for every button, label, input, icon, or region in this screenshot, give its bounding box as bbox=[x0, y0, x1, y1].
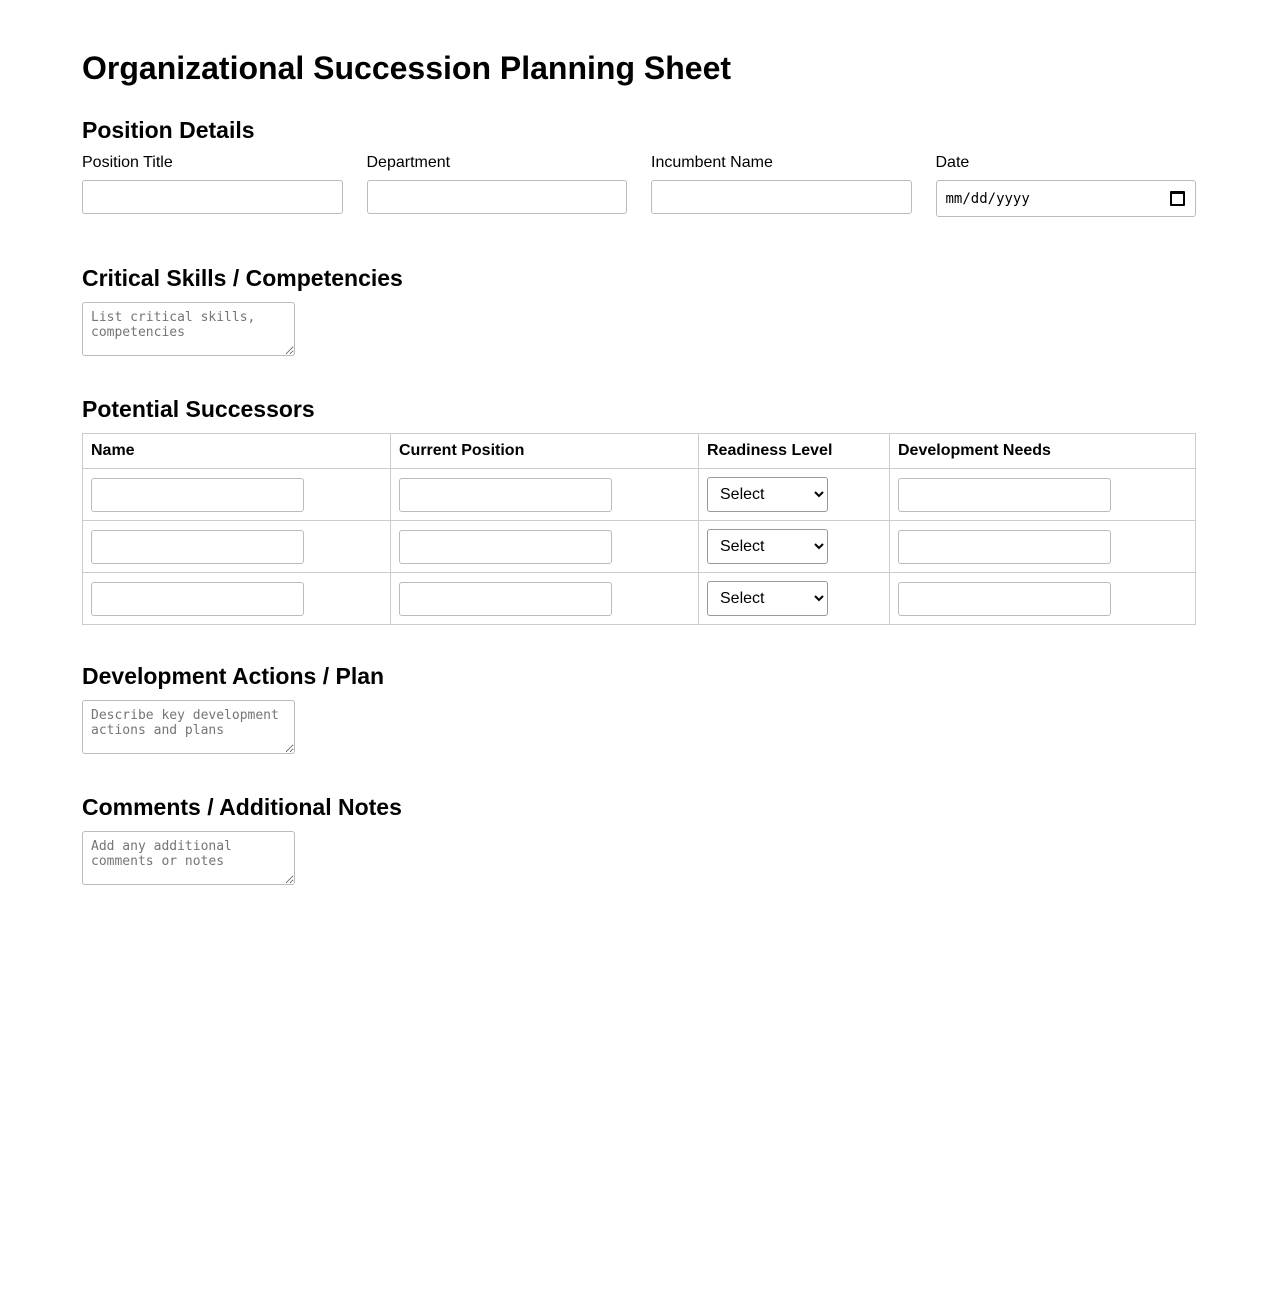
readiness-select[interactable] bbox=[707, 581, 828, 616]
skills-textarea[interactable] bbox=[82, 302, 295, 356]
date-label: Date bbox=[935, 154, 970, 171]
development-needs-input[interactable] bbox=[898, 582, 1111, 616]
current-position-input[interactable] bbox=[399, 478, 612, 512]
page-title: Organizational Succession Planning Sheet bbox=[82, 50, 732, 86]
successors-heading: Potential Successors bbox=[82, 396, 315, 422]
position-details-heading: Position Details bbox=[82, 117, 255, 143]
position-title-input[interactable] bbox=[82, 180, 343, 214]
development-heading: Development Actions / Plan bbox=[82, 663, 385, 689]
col-readiness: Readiness Level bbox=[699, 434, 890, 469]
current-position-input[interactable] bbox=[399, 582, 612, 616]
incumbent-name-input[interactable] bbox=[651, 180, 912, 214]
department-label: Department bbox=[366, 154, 451, 171]
successor-name-input[interactable] bbox=[91, 478, 304, 512]
successor-name-input[interactable] bbox=[91, 530, 304, 564]
development-textarea[interactable] bbox=[82, 700, 295, 754]
date-input[interactable] bbox=[936, 180, 1197, 217]
table-row bbox=[83, 573, 1196, 625]
skills-heading: Critical Skills / Competencies bbox=[82, 265, 403, 291]
current-position-input[interactable] bbox=[399, 530, 612, 564]
development-needs-input[interactable] bbox=[898, 530, 1111, 564]
col-development-needs: Development Needs bbox=[890, 434, 1196, 469]
successor-name-input[interactable] bbox=[91, 582, 304, 616]
col-name: Name bbox=[83, 434, 391, 469]
comments-heading: Comments / Additional Notes bbox=[82, 794, 402, 820]
incumbent-name-label: Incumbent Name bbox=[651, 154, 773, 171]
readiness-select[interactable] bbox=[707, 529, 828, 564]
department-input[interactable] bbox=[367, 180, 628, 214]
position-title-label: Position Title bbox=[82, 154, 173, 171]
comments-textarea[interactable] bbox=[82, 831, 295, 885]
calendar-icon[interactable] bbox=[1170, 191, 1185, 206]
development-needs-input[interactable] bbox=[898, 478, 1111, 512]
date-placeholder: mm/dd/yyyy bbox=[945, 190, 1030, 207]
table-row bbox=[83, 469, 1196, 521]
readiness-select[interactable] bbox=[707, 477, 828, 512]
successors-table bbox=[82, 433, 1196, 625]
position-details-row bbox=[82, 154, 1196, 217]
table-row bbox=[83, 521, 1196, 573]
col-current-position: Current Position bbox=[391, 434, 699, 469]
